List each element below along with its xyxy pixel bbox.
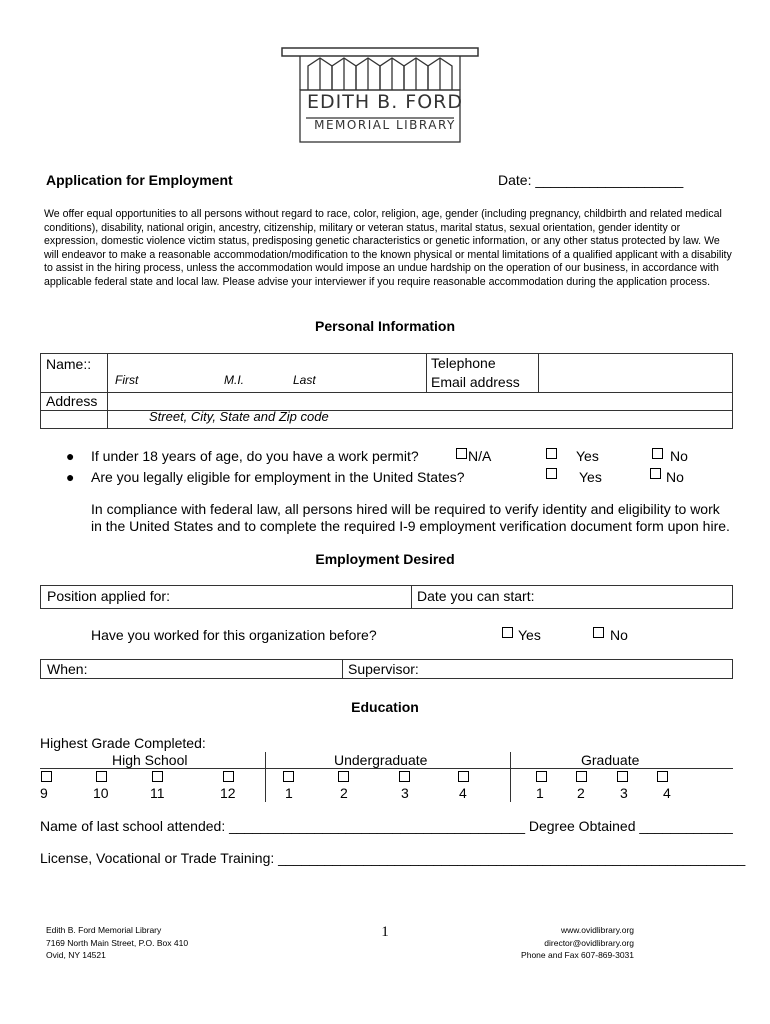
position-table xyxy=(40,585,733,609)
eligibility-yes-checkbox[interactable] xyxy=(546,468,557,479)
logo-line2: MEMORIAL LIBRARY xyxy=(314,118,456,132)
graduate-header: Graduate xyxy=(581,752,640,768)
last-school-field[interactable]: Name of last school attended: ______________________________________ Degree Obtained ____________ xyxy=(40,818,733,834)
undergrad-year-label: 2 xyxy=(340,785,348,801)
undergraduate-header: Undergraduate xyxy=(334,752,428,768)
work-permit-no-label: No xyxy=(670,448,688,464)
grad-year-label: 3 xyxy=(620,785,628,801)
employment-heading: Employment Desired xyxy=(315,551,455,567)
i9-compliance-note: In compliance with federal law, all persons hired will be required to verify identity and eligibility to work in the United States and to complete the required I-9 employment verification document form upon hire. xyxy=(91,501,730,534)
grade-label: 9 xyxy=(40,785,48,801)
grad-4-checkbox[interactable] xyxy=(657,771,668,782)
worked-before-yes-label: Yes xyxy=(518,627,541,643)
eligibility-yes-label: Yes xyxy=(579,469,602,485)
eeo-statement: We offer equal opportunities to all persons without regard to race, color, religion, age, gender (including pregnancy, childbirth and related medical conditions), disability, national origin, ancestry, citizenship, military or veteran status, marital status, sexual orientation, gender identity or expression, domestic violence victim status, predisposing genetic characteristics or genetic information, or any other status protected by law. We will endeavor to make a reasonable accommodation/modification to the known physical or mental limitations of a qualified applicant with a disability to assist in the hiring process, unless the accommodation would impose an undue hardship on the operation of our business, in accordance with applicable federal state and local law. Please advise your interviewer if you require reasonable accommodation during the application process. xyxy=(44,208,732,288)
grad-3-checkbox[interactable] xyxy=(617,771,628,782)
supervisor-field[interactable]: Supervisor: xyxy=(348,661,419,677)
personal-info-table xyxy=(40,353,733,411)
high-school-header: High School xyxy=(112,752,188,768)
work-permit-na-label: N/A xyxy=(468,448,492,464)
grade-9-checkbox[interactable] xyxy=(41,771,52,782)
undergrad-2-checkbox[interactable] xyxy=(338,771,349,782)
undergrad-3-checkbox[interactable] xyxy=(399,771,410,782)
page-number: 1 xyxy=(381,924,389,940)
grade-label: 11 xyxy=(150,785,165,801)
when-supervisor-table xyxy=(40,659,733,679)
education-grid xyxy=(40,752,733,802)
work-permit-yes-label: Yes xyxy=(576,448,599,464)
telephone-label: Telephone xyxy=(431,355,496,371)
grad-year-label: 4 xyxy=(663,785,671,801)
worked-before-yes-checkbox[interactable] xyxy=(502,627,513,638)
last-name-hint: Last xyxy=(293,373,316,387)
undergrad-4-checkbox[interactable] xyxy=(458,771,469,782)
start-date-field[interactable]: Date you can start: xyxy=(417,588,535,604)
personal-info-heading: Personal Information xyxy=(314,318,456,334)
grad-1-checkbox[interactable] xyxy=(536,771,547,782)
mi-hint: M.I. xyxy=(224,373,244,387)
grad-2-checkbox[interactable] xyxy=(576,771,587,782)
license-training-field[interactable]: License, Vocational or Trade Training: ____________________________________________________________ xyxy=(40,850,746,866)
footer-city: Ovid, NY 14521 xyxy=(46,950,106,960)
highest-grade-label: Highest Grade Completed: xyxy=(40,735,206,751)
grade-label: 12 xyxy=(220,785,236,801)
education-heading: Education xyxy=(351,699,419,715)
grad-year-label: 2 xyxy=(577,785,585,801)
name-label: Name:: xyxy=(46,356,92,372)
eligibility-question: Are you legally eligible for employment in the United States? xyxy=(91,469,465,485)
undergrad-year-label: 4 xyxy=(459,785,467,801)
undergrad-1-checkbox[interactable] xyxy=(283,771,294,782)
footer-website: www.ovidlibrary.org xyxy=(560,925,634,935)
when-field[interactable]: When: xyxy=(47,661,88,677)
undergrad-year-label: 1 xyxy=(285,785,293,801)
grade-10-checkbox[interactable] xyxy=(96,771,107,782)
footer-street: 7169 North Main Street, P.O. Box 410 xyxy=(46,937,189,948)
footer-phone: Phone and Fax 607-869-3031 xyxy=(521,950,634,960)
undergrad-year-label: 3 xyxy=(401,785,409,801)
position-field[interactable]: Position applied for: xyxy=(47,588,170,604)
bullet: ● xyxy=(66,448,75,464)
first-name-hint: First xyxy=(115,373,139,387)
eligibility-no-checkbox[interactable] xyxy=(650,468,661,479)
worked-before-question: Have you worked for this organization before? xyxy=(91,627,377,643)
bullet: ● xyxy=(66,469,75,485)
grad-year-label: 1 xyxy=(536,785,544,801)
grade-12-checkbox[interactable] xyxy=(223,771,234,782)
work-permit-yes-checkbox[interactable] xyxy=(546,448,557,459)
work-permit-no-checkbox[interactable] xyxy=(652,448,663,459)
worked-before-no-label: No xyxy=(610,627,628,643)
footer-org: Edith B. Ford Memorial Library xyxy=(46,925,162,935)
page-title: Application for Employment xyxy=(46,172,233,188)
worked-before-no-checkbox[interactable] xyxy=(593,627,604,638)
email-label: Email address xyxy=(431,374,520,390)
footer-email: director@ovidlibrary.org xyxy=(544,937,634,948)
address-hint: Street, City, State and Zip code xyxy=(149,409,329,424)
date-field[interactable]: Date: ___________________ xyxy=(498,172,684,188)
grade-label: 10 xyxy=(93,785,109,801)
footer-contact xyxy=(521,924,634,962)
eligibility-no-label: No xyxy=(666,469,684,485)
work-permit-question: If under 18 years of age, do you have a work permit? xyxy=(91,448,419,464)
work-permit-na-checkbox[interactable] xyxy=(456,448,467,459)
address-label: Address xyxy=(46,393,98,409)
address-field[interactable] xyxy=(40,411,733,429)
logo-line1: EDITH B. FORD xyxy=(306,91,463,113)
grade-11-checkbox[interactable] xyxy=(152,771,163,782)
